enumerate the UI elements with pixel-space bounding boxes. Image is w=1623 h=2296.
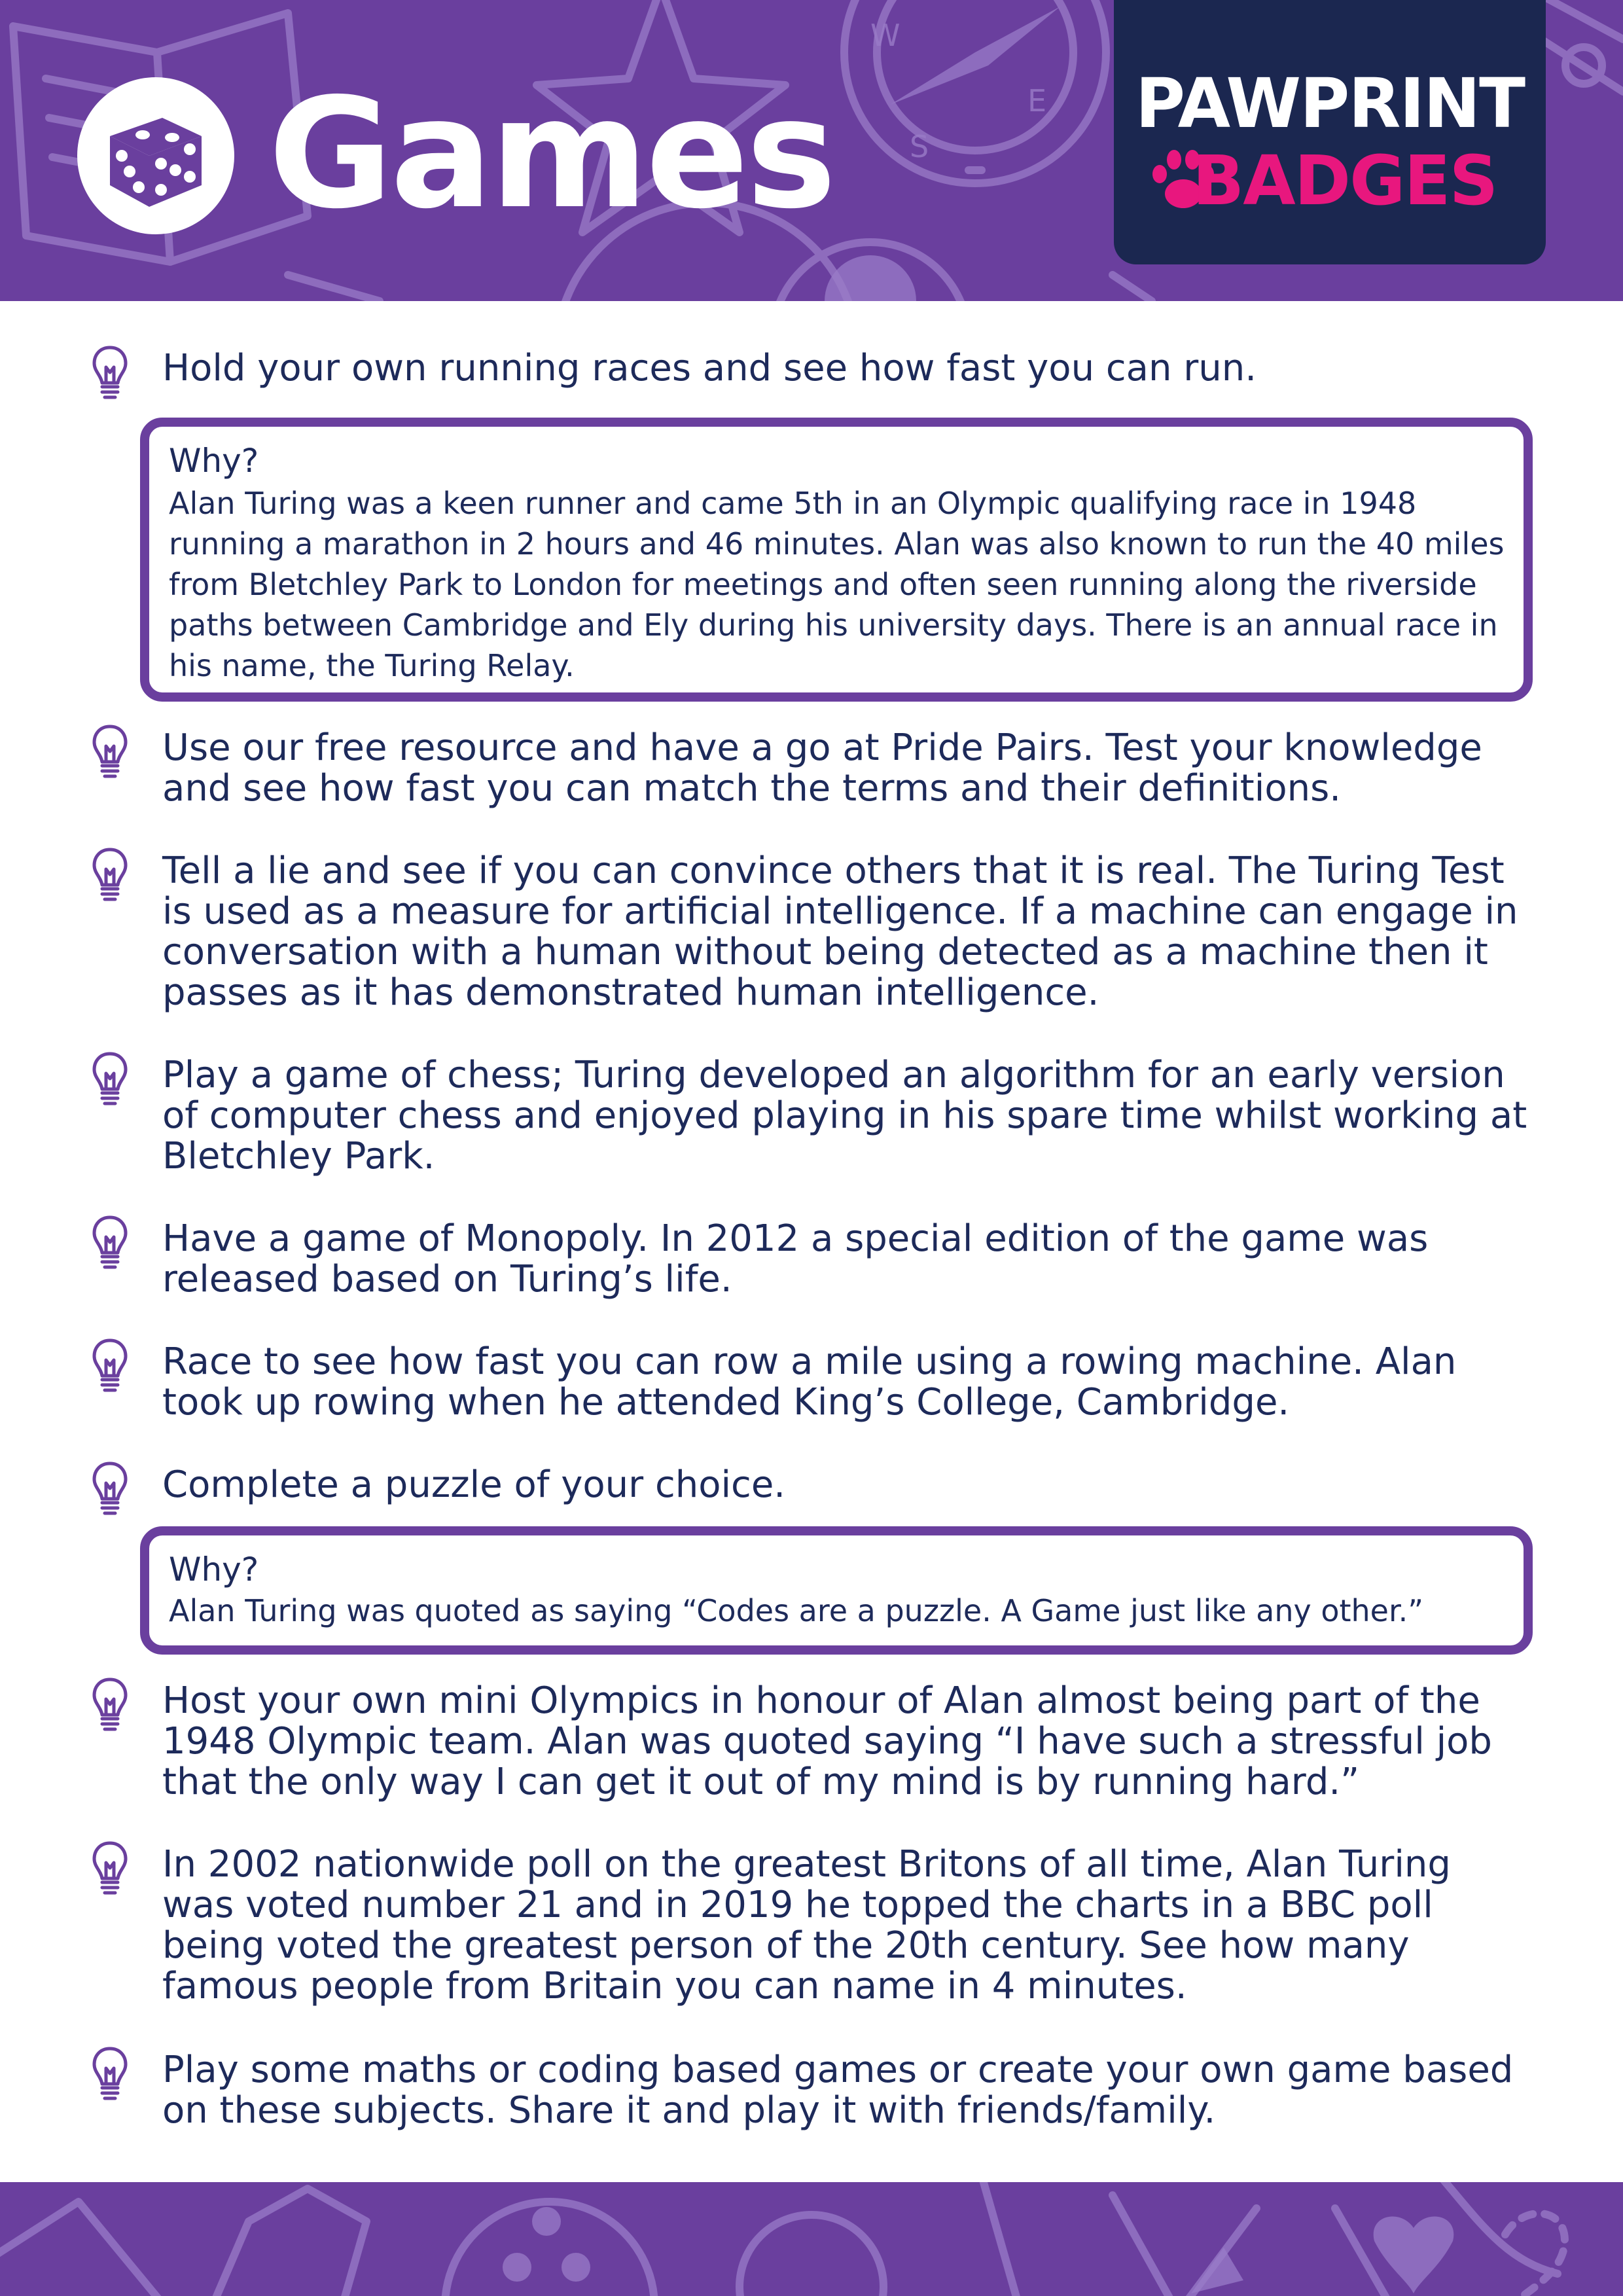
svg-text:W: W xyxy=(870,18,901,53)
lightbulb-icon xyxy=(90,1676,130,1736)
lightbulb-icon xyxy=(90,2045,130,2105)
lightbulb-icon xyxy=(90,1460,130,1520)
lightbulb-icon xyxy=(90,1839,130,1899)
activity-item: Race to see how fast you can row a mile using a rowing machine. Alan took up rowing when he attended King’s College, Cambridge. xyxy=(162,1340,1457,1424)
lightbulb-icon xyxy=(90,1213,130,1274)
why-text: Alan Turing was quoted as saying “Codes are a puzzle. A Game just like any other.” xyxy=(169,1593,1424,1628)
activity-item: Tell a lie and see if you can convince others that it is real. The Turing Test is used as a measure for artificial intelligence. If a machine can engage in conversation with a human without being detected as a machine then it passes as it has demonstrated human intelligence. xyxy=(162,850,1518,1014)
why-text: Alan Turing was a keen runner and came 5th in an Olympic qualifying race in 1948 running a marathon in 2 hours and 46 minutes. Alan was also known to run the 40 miles from Bletchley Park to London for meetings and often seen running along the riverside paths between Cambridge and Ely during his university days. There is an annual race in his name, the Turing Relay. xyxy=(169,486,1505,683)
activity-item: Have a game of Monopoly. In 2012 a special edition of the game was released based on Turing’s life. xyxy=(162,1217,1429,1300)
activity-item: Play some maths or coding based games or create your own game based on these subjects. Share it and play it with friends/family. xyxy=(162,2049,1514,2132)
brand-name-pawprint: PAWPRINT xyxy=(1135,63,1525,143)
footer-banner xyxy=(0,2182,1623,2296)
dice-icon xyxy=(77,77,234,234)
lightbulb-icon xyxy=(90,723,130,783)
activity-item: Host your own mini Olympics in honour of Alan almost being part of the 1948 Olympic team. Alan was quoted saying “I have such a stressful job that the only way I can get it out of my mind is by running hard.” xyxy=(162,1679,1492,1803)
header-banner xyxy=(0,0,1623,301)
activity-item: Play a game of chess; Turing developed an algorithm for an early version of computer chess and enjoyed playing in his spare time whilst working at Bletchley Park. xyxy=(162,1054,1527,1177)
why-box xyxy=(140,1526,1533,1655)
why-box xyxy=(140,418,1533,702)
activity-item: Hold your own running races and see how fast you can run. xyxy=(162,347,1257,389)
lightbulb-icon xyxy=(90,1336,130,1397)
lightbulb-icon xyxy=(90,1050,130,1110)
brand-logo xyxy=(1114,0,1546,264)
footer-doodles-icon xyxy=(0,2182,1623,2296)
lightbulb-icon xyxy=(90,344,130,404)
brand-name-badges: BADGES xyxy=(1192,141,1497,221)
activity-item: In 2002 nationwide poll on the greatest Britons of all time, Alan Turing was voted number 21 and in 2019 he topped the charts in a BBC poll being voted the greatest person of the 20th century. See how many famous people from Britain you can name in 4 minutes. xyxy=(162,1843,1451,2007)
svg-text:S: S xyxy=(910,129,929,164)
why-title: Why? xyxy=(169,1551,259,1588)
lightbulb-icon xyxy=(90,846,130,906)
svg-text:E: E xyxy=(1027,83,1047,118)
dice-badge xyxy=(77,77,234,234)
activity-item: Complete a puzzle of your choice. xyxy=(162,1463,786,1506)
activity-item: Use our free resource and have a go at Pride Pairs. Test your knowledge and see how fast you can match the terms and their definitions. xyxy=(162,726,1482,810)
page-title: Games xyxy=(268,65,834,242)
why-title: Why? xyxy=(169,442,259,480)
